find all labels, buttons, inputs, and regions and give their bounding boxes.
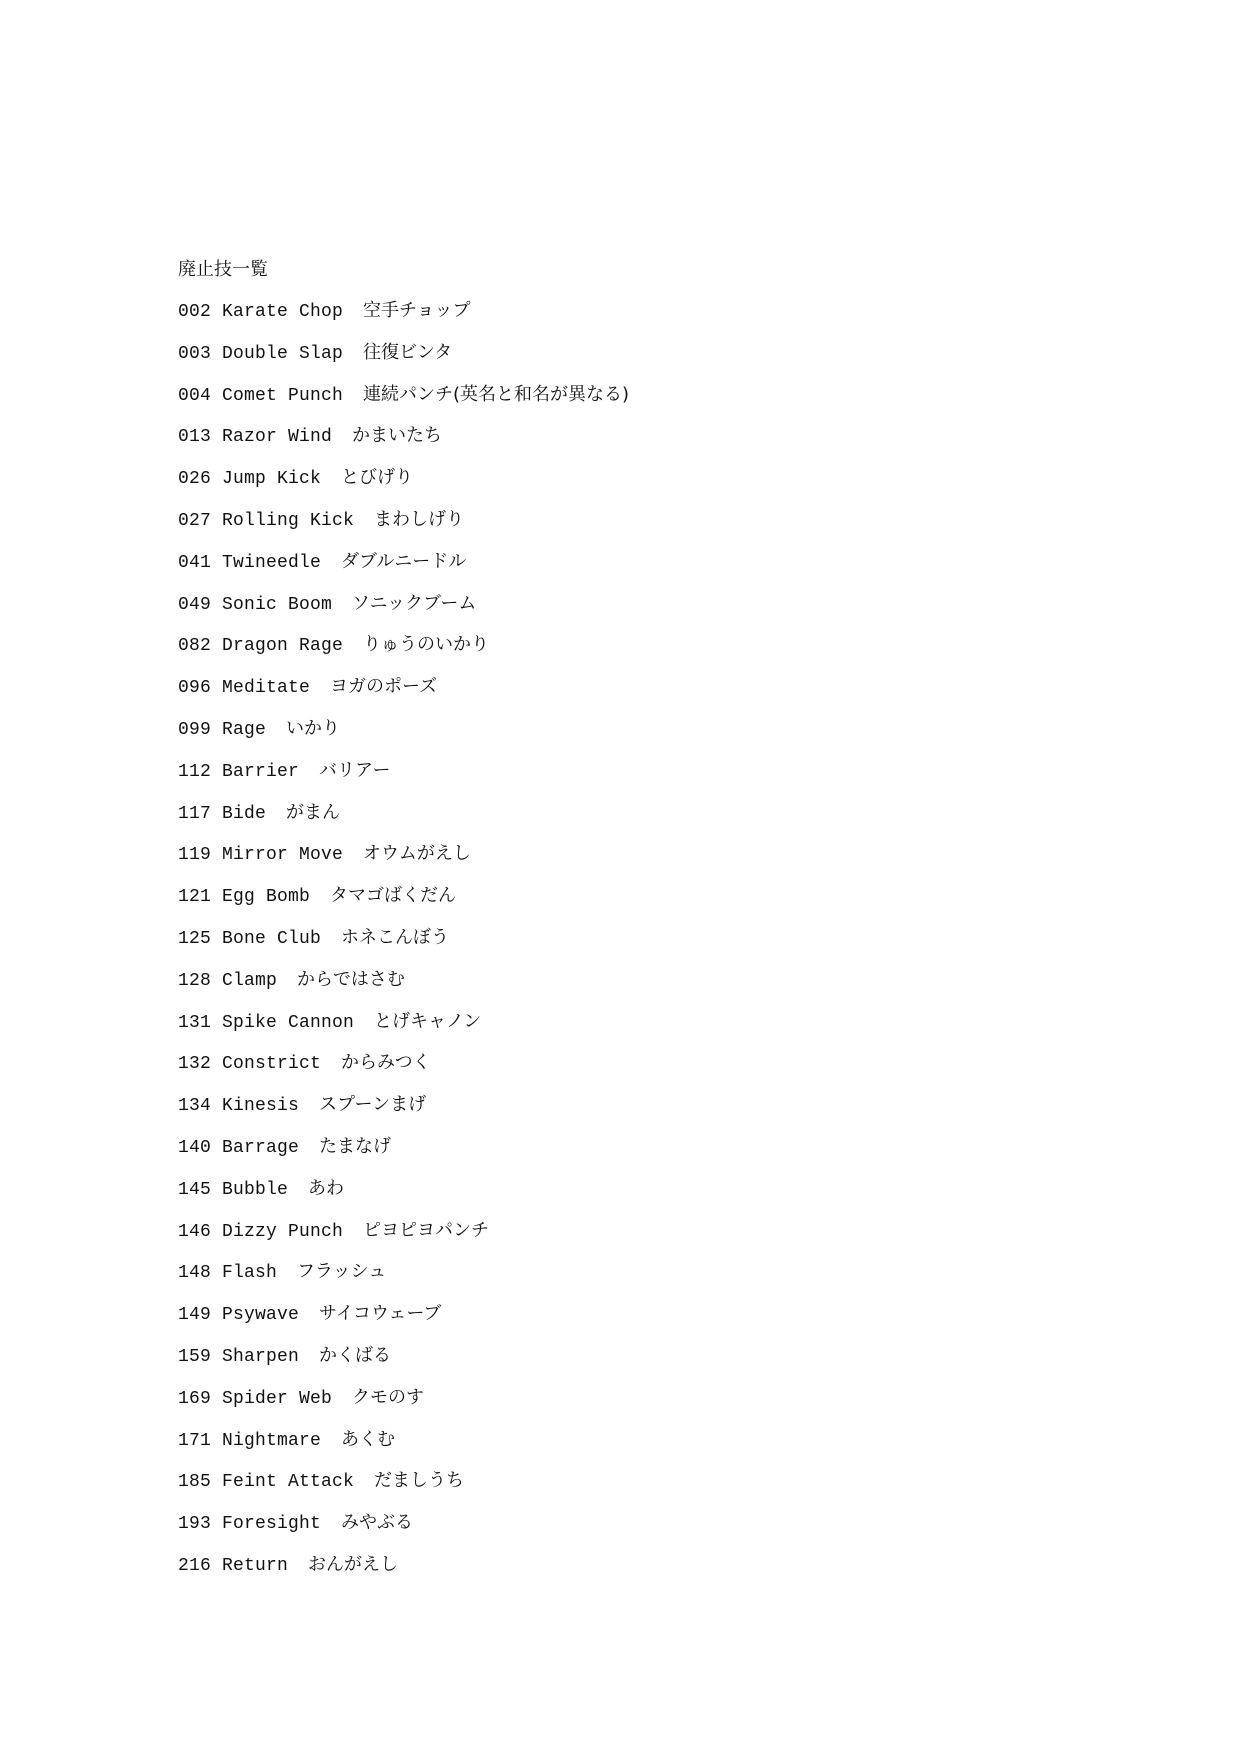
list-item	[178, 969, 1178, 1011]
move-english-name: 004 Comet Punch	[178, 385, 344, 406]
move-japanese-name: だましうち	[374, 1470, 465, 1492]
list-item	[178, 927, 1178, 969]
move-english-name: 027 Rolling Kick	[178, 510, 355, 531]
move-japanese-name: フラッシュ	[297, 1261, 387, 1283]
move-japanese-name: とげキャノン	[374, 1010, 482, 1032]
move-english-name: 185 Feint Attack	[178, 1472, 355, 1493]
move-japanese-name: 連続パンチ(英名と和名が異なる)	[363, 383, 630, 405]
move-japanese-name: まわしげり	[374, 508, 465, 530]
move-japanese-name: バリアー	[319, 759, 391, 781]
list-item	[178, 467, 1178, 509]
list-item	[178, 593, 1178, 635]
move-english-name: 159 Sharpen	[178, 1346, 300, 1367]
move-english-name: 117 Bide	[178, 803, 267, 824]
move-english-name: 096 Meditate	[178, 678, 311, 699]
list-item	[178, 1136, 1178, 1178]
list-item	[178, 676, 1178, 718]
move-japanese-name: りゅうのいかり	[363, 634, 490, 656]
move-english-name: 131 Spike Cannon	[178, 1012, 355, 1033]
move-japanese-name: からではさむ	[297, 968, 405, 990]
move-japanese-name: とびげり	[341, 467, 414, 489]
move-english-name: 171 Nightmare	[178, 1430, 322, 1451]
move-english-name: 003 Double Slap	[178, 343, 344, 364]
move-english-name: 134 Kinesis	[178, 1096, 300, 1117]
list-item	[178, 1052, 1178, 1094]
move-japanese-name: オウムがえし	[363, 843, 471, 865]
list-item	[178, 760, 1178, 802]
list-item	[178, 1554, 1178, 1596]
move-japanese-name: いかり	[286, 717, 341, 739]
move-english-name: 082 Dragon Rage	[178, 636, 344, 657]
move-english-name: 128 Clamp	[178, 970, 278, 991]
move-english-name: 041 Twineedle	[178, 552, 322, 573]
move-english-name: 002 Karate Chop	[178, 302, 344, 322]
list-item	[178, 1261, 1178, 1303]
list-item	[178, 551, 1178, 593]
move-japanese-name: かくばる	[319, 1344, 392, 1366]
move-japanese-name: ダブルニードル	[341, 550, 467, 572]
move-english-name: 216 Return	[178, 1555, 289, 1576]
move-japanese-name: タマゴばくだん	[330, 885, 457, 907]
move-english-name: 148 Flash	[178, 1263, 278, 1284]
move-english-name: 149 Psywave	[178, 1305, 300, 1326]
move-japanese-name: ホネこんぼう	[341, 926, 450, 948]
move-japanese-name: あくむ	[341, 1428, 396, 1450]
move-english-name: 049 Sonic Boom	[178, 594, 333, 615]
list-item	[178, 509, 1178, 551]
list-item	[178, 1094, 1178, 1136]
list-item	[178, 1429, 1178, 1471]
list-item	[178, 342, 1178, 384]
move-japanese-name: からみつく	[341, 1052, 431, 1074]
move-english-name: 146 Dizzy Punch	[178, 1221, 344, 1242]
list-item	[178, 1387, 1178, 1429]
move-japanese-name: ピヨピヨパンチ	[363, 1219, 490, 1241]
list-item	[178, 384, 1178, 426]
list-item	[178, 1178, 1178, 1220]
move-english-name: 169 Spider Web	[178, 1388, 333, 1409]
list-item	[178, 1303, 1178, 1345]
move-japanese-name: スプーンまげ	[319, 1094, 427, 1116]
move-japanese-name: サイコウェーブ	[319, 1303, 442, 1325]
list-item	[178, 1011, 1178, 1053]
move-japanese-name: 空手チョップ	[363, 300, 471, 321]
move-english-name: 132 Constrict	[178, 1054, 322, 1075]
list-item	[178, 1512, 1178, 1554]
list-item	[178, 802, 1178, 844]
move-english-name: 013 Razor Wind	[178, 427, 333, 448]
move-japanese-name: ソニックブーム	[352, 592, 477, 614]
move-english-name: 125 Bone Club	[178, 928, 322, 949]
list-item	[178, 634, 1178, 676]
document-content	[178, 258, 1178, 1596]
move-english-name: 145 Bubble	[178, 1179, 289, 1200]
list-item	[178, 718, 1178, 760]
list-item	[178, 885, 1178, 927]
list-item	[178, 1345, 1178, 1387]
move-japanese-name: ヨガのポーズ	[330, 676, 438, 698]
move-english-name: 121 Egg Bomb	[178, 887, 311, 908]
move-english-name: 112 Barrier	[178, 761, 300, 782]
move-japanese-name: あわ	[308, 1177, 345, 1199]
move-japanese-name: おんがえし	[308, 1553, 399, 1575]
move-english-name: 099 Rage	[178, 719, 267, 740]
list-item	[178, 1470, 1178, 1512]
move-japanese-name: たまなげ	[319, 1135, 392, 1157]
move-english-name: 193 Foresight	[178, 1514, 322, 1535]
list-item	[178, 425, 1178, 467]
move-english-name: 026 Jump Kick	[178, 469, 322, 490]
move-english-name: 119 Mirror Move	[178, 845, 344, 866]
list-item	[178, 300, 1178, 342]
page-title: 廃止技一覧	[178, 259, 268, 280]
move-list	[178, 300, 1178, 1596]
move-japanese-name: 往復ビンタ	[363, 341, 453, 363]
move-japanese-name: みやぶる	[341, 1512, 414, 1534]
move-japanese-name: クモのす	[352, 1386, 425, 1408]
move-english-name: 140 Barrage	[178, 1137, 300, 1158]
list-item	[178, 843, 1178, 885]
list-item	[178, 1220, 1178, 1262]
move-japanese-name: がまん	[286, 801, 341, 823]
move-japanese-name: かまいたち	[352, 425, 443, 447]
